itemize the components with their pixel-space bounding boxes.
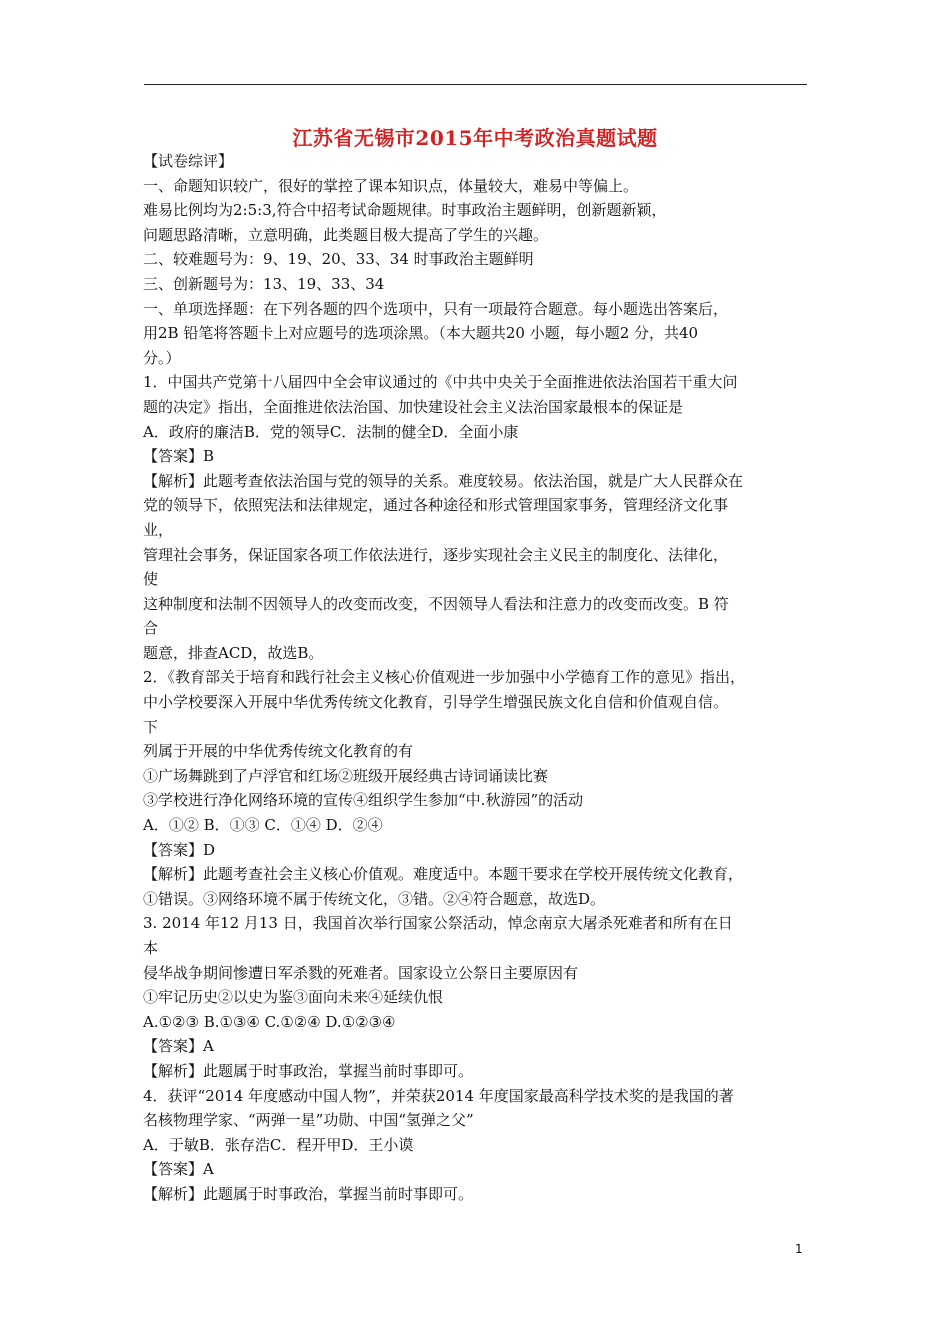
text-line: 合 [143,619,159,638]
text-line: 下 [143,717,159,736]
text-line: 三、创新题号为：13、19、33、34 [143,274,385,293]
text-line: A．于敏B．张存浩C．程开甲D．王小谟 [143,1135,414,1154]
text-line: 使 [143,570,159,589]
text-line: 中小学校要深入开展中华优秀传统文化教育，引导学生增强民族文化自信和价值观自信。 [143,693,729,712]
text-line: 分。） [143,348,181,367]
text-line: 【答案】D [143,840,216,859]
text-line: 题的决定》指出，全面推进依法治国、加快建设社会主义法治国家最根本的保证是 [143,397,684,416]
text-line: 二、较难题号为：9、19、20、33、34 时事政治主题鲜明 [143,250,534,269]
text-line: 1．中国共产党第十八届四中全会审议通过的《中共中央关于全面推进依法治国若干重大问 [143,373,738,392]
text-line: 【解析】此题属于时事政治，掌握当前时事即可。 [143,1184,474,1203]
text-line: 一、命题知识较广，很好的掌控了课本知识点，体量较大，难易中等偏上。 [143,176,639,195]
text-line: 党的领导下，依照宪法和法律规定，通过各种途径和形式管理国家事务，管理经济文化事 [143,496,729,515]
text-line: ①广场舞跳到了卢浮官和红场②班级开展经典古诗词诵读比赛 [143,766,549,785]
text-line: 【答案】A [143,1037,214,1056]
text-line: 3. 2014 年12 月13 日，我国首次举行国家公祭活动，悼念南京大屠杀死难者和所有在日 [143,914,733,933]
text-line: A．①② B．①③ C．①④ D．②④ [143,816,383,835]
text-line: 【答案】A [143,1160,214,1179]
text-line: A.①②③ B.①③④ C.①②④ D.①②③④ [143,1012,396,1031]
text-line: 【解析】此题考查依法治国与党的领导的关系。难度较易。依法治国，就是广大人民群众在 [143,471,744,490]
text-line: 【试卷综评】 [143,152,234,170]
text-line: 【答案】B [143,447,215,466]
text-line: ①错误。③网络环境不属于传统文化，③错。②④符合题意，故选D。 [143,889,606,908]
page-number: 1 [795,1242,803,1256]
text-line: 列属于开展的中华优秀传统文化教育的有 [143,742,414,761]
text-line: 【解析】此题属于时事政治，掌握当前时事即可。 [143,1061,474,1080]
text-line: 这种制度和法制不因领导人的改变而改变，不因领导人看法和注意力的改变而改变。B 符 [143,594,729,613]
text-line: ③学校进行净化网络环境的宣传④组织学生参加“中.秋游园”的活动 [143,791,584,810]
text-line: 题意，排查ACD，故选B。 [143,643,324,662]
text-line: 管理社会事务，保证国家各项工作依法进行，逐步实现社会主义民主的制度化、法律化， [143,545,729,564]
document-title: 江苏省无锡市2015年中考政治真题试题 [292,126,658,150]
text-line: ①牢记历史②以史为鉴③面向未来④延续仇恨 [143,988,444,1007]
text-line: 本 [143,939,159,957]
text-line: 【解析】此题考查社会主义核心价值观。难度适中。本题干要求在学校开展传统文化教育， [143,865,744,884]
text-line: 4．获评“2014 年度感动中国人物”，并荣获2014 年度国家最高科学技术奖的是我国的著 [143,1086,734,1105]
text-line: 一、单项选择题：在下列各题的四个选项中，只有一项最符合题意。每小题选出答案后， [143,299,729,318]
text-line: 名核物理学家、“两弹一星”功勋、中国“氢弹之父” [143,1111,474,1130]
text-line: 问题思路清晰，立意明确，此类题目极大提高了学生的兴趣。 [143,225,549,244]
text-line: 侵华战争期间惨遭日军杀戮的死难者。国家设立公祭日主要原因有 [143,963,579,982]
header-rule [144,84,807,85]
text-line: A．政府的廉洁B．党的领导C．法制的健全D．全面小康 [143,422,519,441]
text-line: 业， [143,520,174,539]
text-line: 用2B 铅笔将答题卡上对应题号的选项涂黑。（本大题共20 小题，每小题2 分，共40 [143,324,699,343]
text-line: 难易比例均为2:5:3,符合中招考试命题规律。时事政治主题鲜明，创新题新颖， [143,201,667,220]
document-body [143,149,815,1207]
text-line: 2．《教育部关于培育和践行社会主义核心价值观进一步加强中小学德育工作的意见》指出， [143,668,746,687]
